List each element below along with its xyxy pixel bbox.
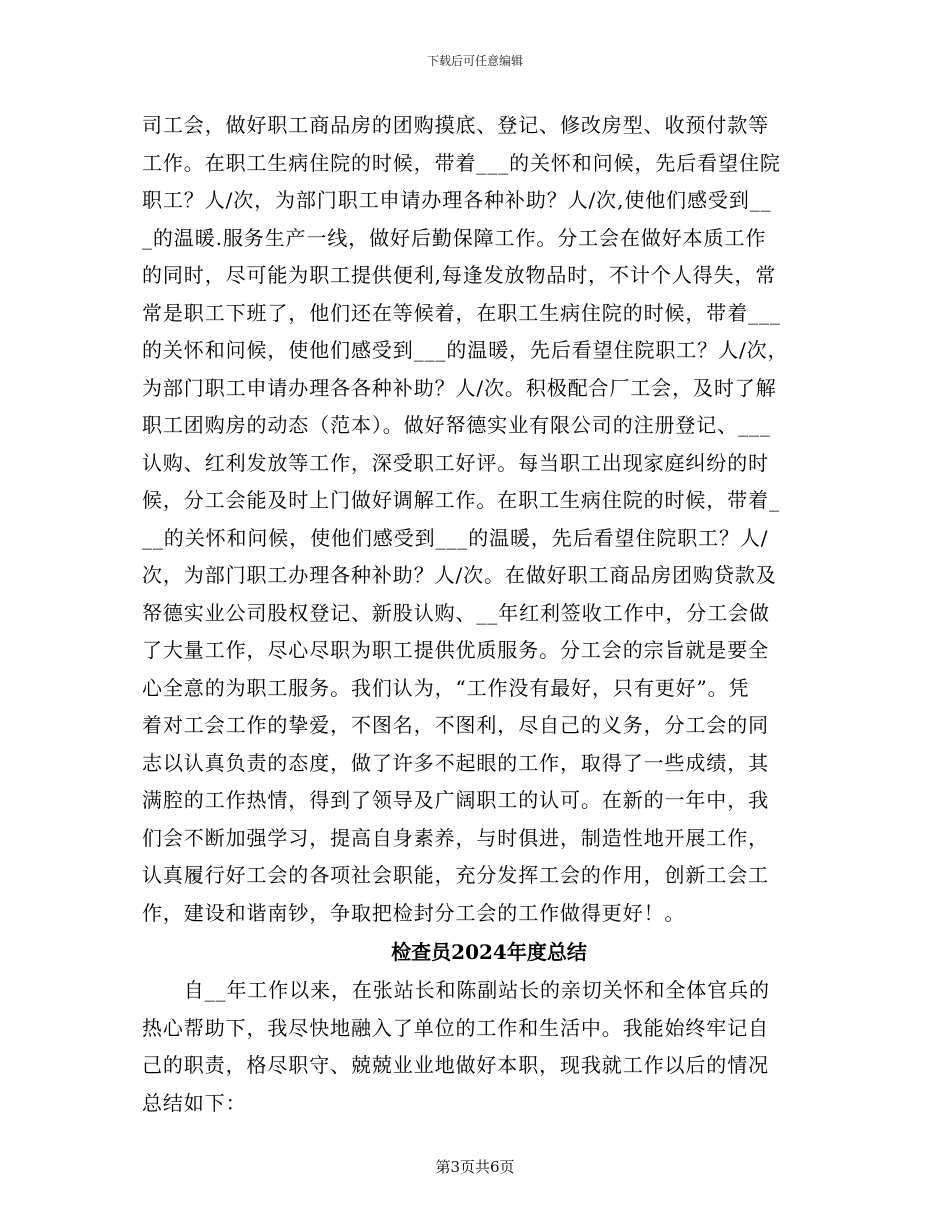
paragraph-line: 常是职工下班了，他们还在等候着，在职工生病住院的时候，带着___ [142,300,781,325]
paragraph-line: 作，建设和谐南钞，争取把检封分工会的工作做得更好！。 [142,900,686,925]
paragraph-line: 司工会，做好职工商品房的团购摸底、登记、修改房型、收预付款等 [142,113,769,137]
paragraph-line: __的关怀和问候，使他们感受到___的温暖，先后看望住院职工？人/ [142,525,769,550]
paragraph-line: 心全意的为职工服务。我们认为，“工作没有最好，只有更好”。凭 [142,675,750,700]
paragraph-line: 自__年工作以来，在张站长和陈副站长的亲切关怀和全体官兵的 [142,978,770,1002]
paragraph-line: 热心帮助下，我尽快地融入了单位的工作和生活中。我能始终牢记自 [142,1015,769,1040]
paragraph-line: 次，为部门职工办理各种补助？人/次。在做好职工商品房团购贷款及 [142,563,777,587]
paragraph-line: 认购、红利发放等工作，深受职工好评。每当职工出现家庭纠纷的时 [142,450,769,475]
paragraph-line: 帑德实业公司股权登记、新股认购、__年红利签收工作中，分工会做 [142,600,770,625]
paragraph-line: 的关怀和问候，使他们感受到___的温暖，先后看望住院职工？人/次， [142,338,789,362]
paragraph-line: 职工？人/次，为部门职工申请办理各种补助？人/次,使他们感受到__ [142,188,772,212]
page-footer: 第3页共6页 [435,1158,515,1176]
paragraph-line: 们会不断加强学习，提高自身素养，与时俱进，制造性地开展工作， [142,825,769,850]
document-body [142,107,810,1122]
paragraph-line: 候，分工会能及时上门做好调解工作。在职工生病住院的时候，带着_ [142,488,780,512]
paragraph-line: 为部门职工申请办理各各种补助？人/次。积极配合厂工会，及时了解 [142,375,777,400]
section-title: 检查员2024年度总结 [391,940,587,964]
paragraph-line: 的同时，尽可能为职工提供便利,每逢发放物品时，不计个人得失，常 [142,263,777,287]
paragraph-line: _的温暖.服务生产一线，做好后勤保障工作。分工会在做好本质工作 [142,225,767,250]
paragraph-line: 职工团购房的动态（范本）。做好帑德实业有限公司的注册登记、___ [142,413,771,437]
paragraph-line: 了大量工作，尽心尽职为职工提供优质服务。分工会的宗旨就是要全 [142,638,769,662]
paragraph-line: 己的职责，格尽职守、兢兢业业地做好本职，现我就工作以后的情况 [142,1053,769,1077]
paragraph-line: 认真履行好工会的各项社会职能，充分发挥工会的作用，创新工会工 [142,863,769,887]
paragraph-line: 总结如下： [142,1090,247,1115]
page-header: 下载后可任意编辑 [426,54,523,68]
paragraph-line: 志以认真负责的态度，做了许多不起眼的工作，取得了一些成绩，其 [142,750,769,775]
paragraph-line: 工作。在职工生病住院的时候，带着___的关怀和问候，先后看望住院 [142,150,781,175]
paragraph-line: 满腔的工作热情，得到了领导及广阔职工的认可。在新的一年中，我 [142,788,769,812]
paragraph-line: 着对工会工作的挚爱，不图名，不图利，尽自己的义务，分工会的同 [142,713,769,737]
